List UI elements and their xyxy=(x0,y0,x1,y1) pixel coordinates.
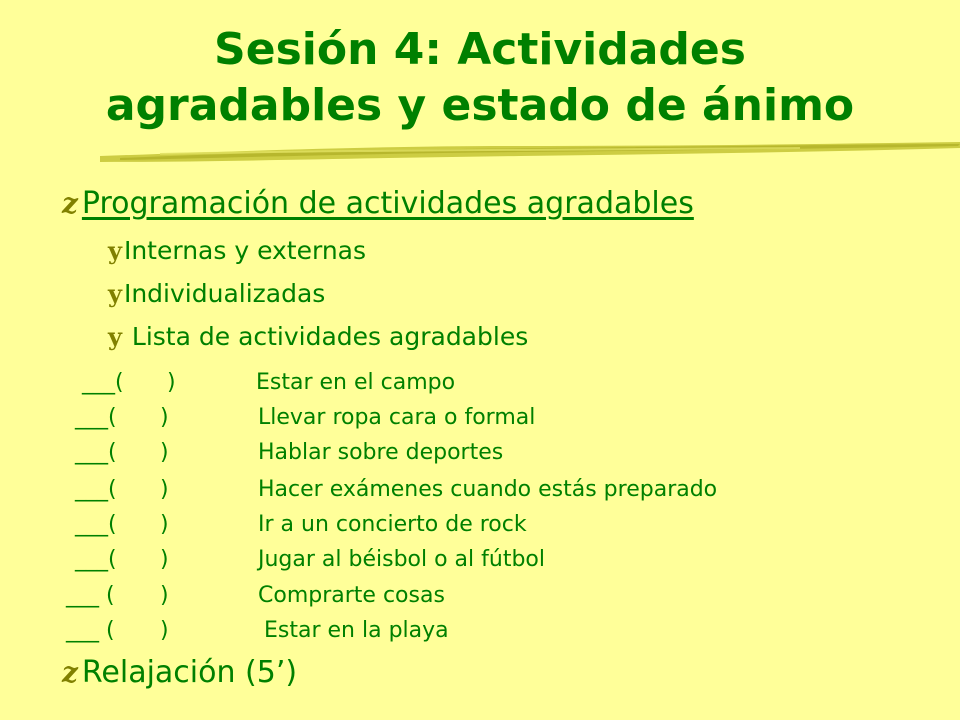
activity-row xyxy=(66,616,826,646)
bullet-programacion[interactable] xyxy=(62,186,694,221)
activity-text: Hablar sobre deportes xyxy=(258,440,504,465)
activity-row xyxy=(82,368,842,398)
sub-bullet-text: Individualizadas xyxy=(123,279,326,308)
activity-text: Jugar al béisbol o al fútbol xyxy=(258,547,545,572)
activity-text: Llevar ropa cara o formal xyxy=(258,405,536,430)
activity-text: Comprarte cosas xyxy=(258,583,445,608)
activity-blank[interactable]: ___( xyxy=(82,370,124,395)
activity-row xyxy=(66,581,826,611)
activity-blank[interactable]: ___( xyxy=(75,440,117,465)
activity-blank[interactable]: ___( xyxy=(75,405,117,430)
z-bullet-icon: z xyxy=(62,187,78,220)
activity-blank[interactable]: ___( xyxy=(75,512,117,537)
sub-bullet-lista xyxy=(108,322,528,351)
slide-title xyxy=(0,22,960,134)
brush-stroke-divider xyxy=(100,132,960,172)
bullet-relajacion xyxy=(62,655,297,690)
activity-paren: ) xyxy=(160,547,169,572)
y-bullet-icon: y xyxy=(108,236,122,265)
sub-bullet-text: Internas y externas xyxy=(123,236,367,265)
programacion-link[interactable]: Programación de actividades agradables xyxy=(81,186,694,221)
z-bullet-icon: z xyxy=(62,656,78,689)
sub-bullet-individualizadas xyxy=(108,279,325,308)
sub-bullet-internas xyxy=(108,236,366,265)
activity-paren: ) xyxy=(160,477,169,502)
y-bullet-icon: y xyxy=(108,279,122,308)
y-bullet-icon: y xyxy=(108,322,122,351)
activity-text: Ir a un concierto de rock xyxy=(258,512,527,537)
sub-bullet-text: Lista de actividades agradables xyxy=(123,322,529,351)
activity-blank[interactable]: ___( xyxy=(75,547,117,572)
activity-row xyxy=(75,438,835,468)
activity-paren: ) xyxy=(160,512,169,537)
title-line-1: Sesión 4: Actividades xyxy=(214,24,746,75)
activity-text: Hacer exámenes cuando estás preparado xyxy=(258,477,718,502)
activity-paren: ) xyxy=(167,370,176,395)
activity-text: Estar en el campo xyxy=(256,370,456,395)
relajacion-text: Relajación (5’) xyxy=(81,655,298,690)
activity-blank[interactable]: ___ ( xyxy=(66,583,115,608)
activity-paren: ) xyxy=(160,583,169,608)
activity-row xyxy=(75,545,835,575)
activity-row xyxy=(75,475,835,505)
title-line-2: agradables y estado de ánimo xyxy=(105,80,855,131)
activity-paren: ) xyxy=(160,440,169,465)
activity-text: Estar en la playa xyxy=(264,618,449,643)
activity-blank[interactable]: ___ ( xyxy=(66,618,115,643)
activity-row xyxy=(75,510,835,540)
activity-paren: ) xyxy=(160,405,169,430)
activity-paren: ) xyxy=(160,618,169,643)
activity-row xyxy=(75,403,835,433)
activity-blank[interactable]: ___( xyxy=(75,477,117,502)
